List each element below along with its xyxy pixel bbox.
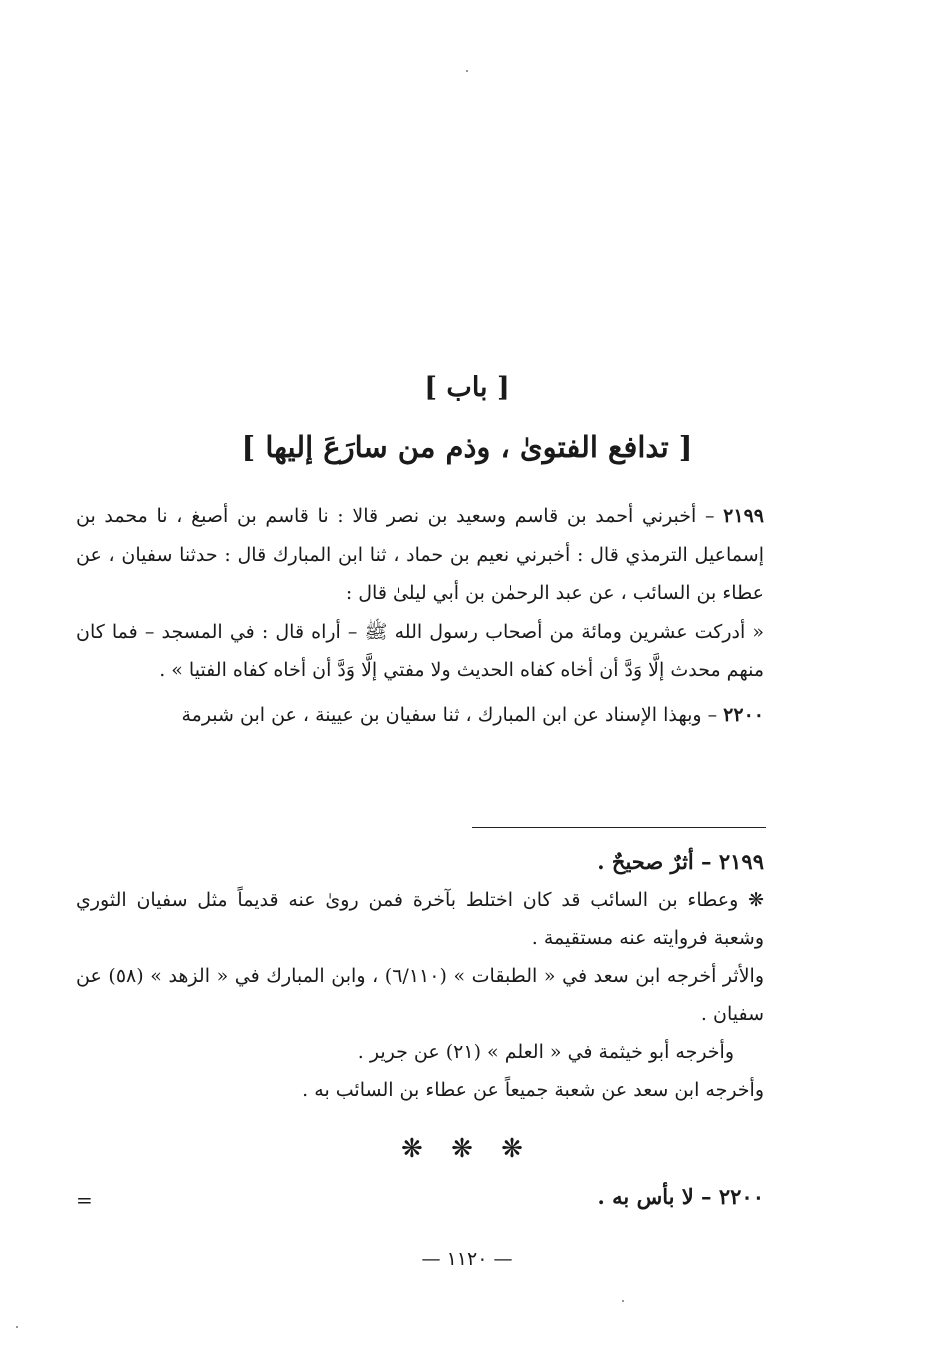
hadith-2200 bbox=[76, 696, 764, 735]
hadith-number: ٢٢٠٠ bbox=[723, 703, 764, 726]
hadith-isnad: – وبهذا الإسناد عن ابن المبارك ، ثنا سفيان بن عيينة ، عن ابن شبرمة bbox=[181, 703, 724, 726]
scan-speck bbox=[622, 1300, 624, 1302]
footnote-2199-paragraph: والأثر أخرجه ابن سعد في « الطبقات » (٦/١١٠) ، وابن المبارك في « الزهد » (٥٨) عن سفيان . bbox=[76, 965, 764, 1025]
scan-speck bbox=[16, 1326, 18, 1328]
footnotes bbox=[76, 843, 764, 1109]
chapter-heading: [ باب ] bbox=[424, 372, 510, 403]
continuation-mark: = bbox=[76, 1188, 93, 1212]
footnote-2199-paragraph: وأخرجه أبو خيثمة في « العلم » (٢١) عن جرير . bbox=[357, 1041, 734, 1063]
chapter-title: [ تدافع الفتوىٰ ، وذم من سارَعَ إليها ] bbox=[241, 430, 693, 464]
footnote-divider bbox=[472, 827, 766, 828]
footnote-2199-paragraph: ❋ وعطاء بن السائب قد كان اختلط بآخرة فمن روىٰ عنه قديماً مثل سفيان الثوري وشعبة فروايته عنه مستقيمة . bbox=[76, 889, 764, 949]
section-separator: ❋ ❋ ❋ bbox=[401, 1134, 533, 1164]
hadith-2199-matn: « أدركت عشرين ومائة من أصحاب رسول الله ﷺ – أراه قال : في المسجد – فما كان منهم محدث إلَّا وَدَّ أن أخاه كفاه الحديث ولا مفتي إلَّا وَدَّ أن أخاه كفاه الفتيا » . bbox=[76, 620, 764, 681]
scan-speck bbox=[466, 70, 468, 72]
page-number: — ١١٢٠ — bbox=[421, 1248, 513, 1270]
footnote-2199-paragraph: وأخرجه ابن سعد عن شعبة جميعاً عن عطاء بن السائب به . bbox=[302, 1079, 764, 1101]
footnote-2200-heading: ٢٢٠٠ – لا بأس به . bbox=[597, 1184, 764, 1209]
main-text bbox=[76, 497, 764, 734]
footnote-2199-heading: ٢١٩٩ – أثرٌ صحيحٌ . bbox=[597, 849, 764, 874]
hadith-2199 bbox=[76, 497, 764, 613]
hadith-isnad: – أخبرني أحمد بن قاسم وسعيد بن نصر قالا : نا قاسم بن أصبغ ، نا محمد بن إسماعيل الترمذي قال : أخبرني نعيم بن حماد ، ثنا ابن المبارك قال : حدثنا سفيان ، عن عطاء بن السائب ، عن عبد الرحمٰن بن أبي ليلىٰ قال : bbox=[76, 505, 764, 604]
hadith-number: ٢١٩٩ bbox=[723, 505, 764, 527]
